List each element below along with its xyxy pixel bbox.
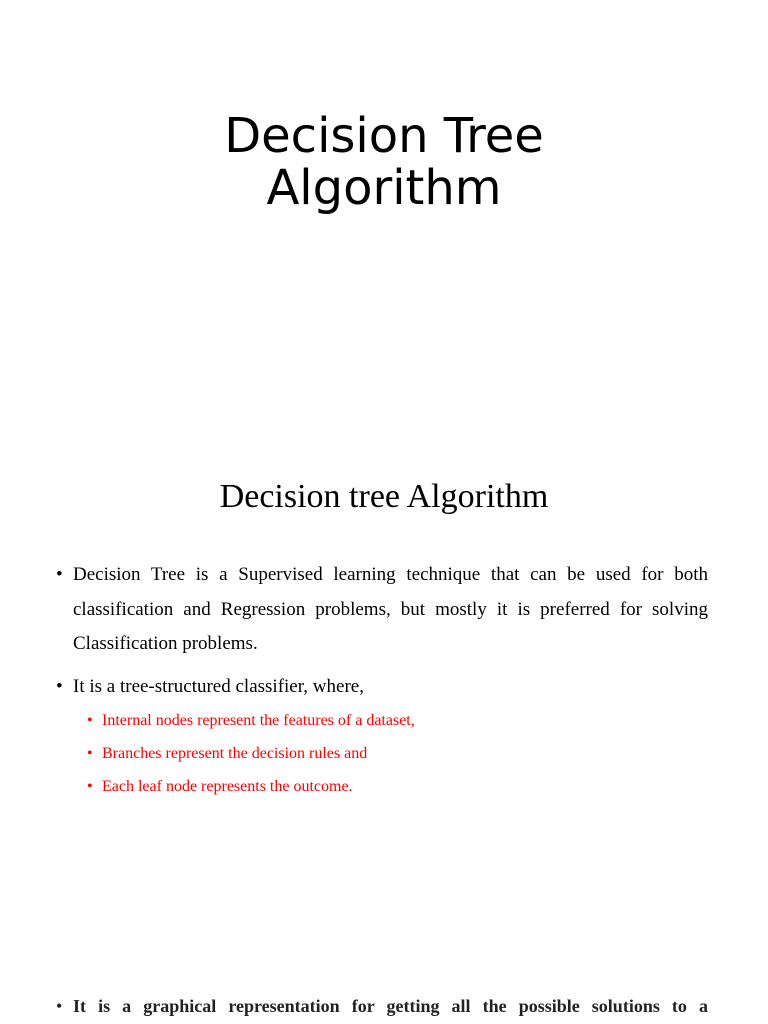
partial-bullet-text: It is a graphical representation for getting all the possible solutions to a xyxy=(73,996,708,1016)
sub-bullet-item: • Internal nodes represent the features of a dataset, xyxy=(85,704,708,737)
section-title: Decision tree Algorithm xyxy=(219,478,549,515)
bullet-text: It is a tree-structured classifier, where, xyxy=(73,675,364,697)
bullet-list xyxy=(56,558,708,803)
bullet-text: Decision Tree is a Supervised learning technique that can be used for both classification and Regression problems, but mostly it is preferred for solving Classification problems. xyxy=(73,564,708,654)
sub-bullet-item: • Branches represent the decision rules and xyxy=(85,737,708,770)
sub-bullet-list xyxy=(73,704,708,803)
slide-title xyxy=(0,110,768,214)
sub-bullet-item: • Each leaf node represents the outcome. xyxy=(85,770,708,803)
partial-bullet-item xyxy=(56,990,708,1022)
bullet-item-structure xyxy=(56,670,708,804)
slide-title-line1: Decision Tree xyxy=(224,108,544,164)
slide-title-line2: Algorithm xyxy=(266,160,502,216)
bullet-item-definition xyxy=(56,558,708,662)
